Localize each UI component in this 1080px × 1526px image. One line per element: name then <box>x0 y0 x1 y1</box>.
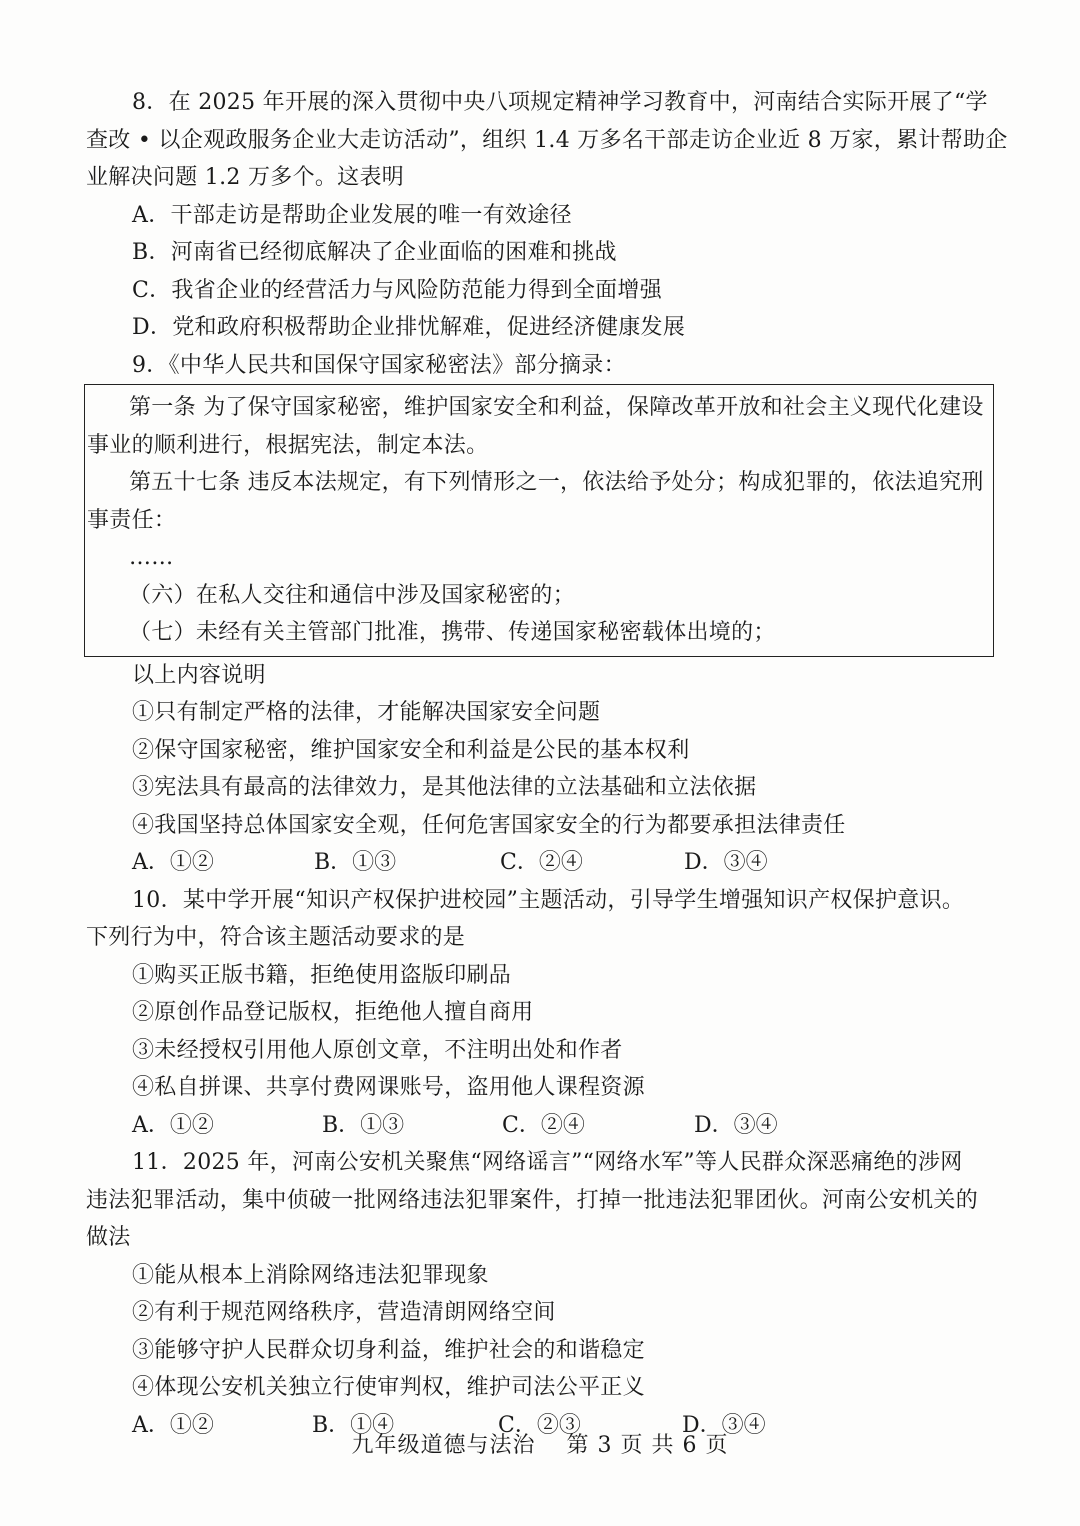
q11-choice-b: B．①④ <box>312 1412 395 1438</box>
question-8 <box>86 84 1008 347</box>
q9-lead: 以上内容说明 <box>132 662 266 688</box>
excerpt-line-3: 第五十七条 违反本法规定，有下列情形之一，依法给予处分；构成犯罪的，依法追究刑 <box>129 470 984 495</box>
q11-statement-3: ③能够守护人民群众切身利益，维护社会的和谐稳定 <box>132 1337 645 1363</box>
q9-stem: 9．《中华人民共和国保守国家秘密法》部分摘录： <box>132 352 626 378</box>
q10-choices <box>86 1107 998 1145</box>
q8-option-b: B．河南省已经彻底解决了企业面临的困难和挑战 <box>132 240 617 265</box>
excerpt-line-1: 第一条 为了保守国家秘密，维护国家安全和利益，保障改革开放和社会主义现代化建设 <box>129 395 984 420</box>
q8-stem-line-2: 查改 • 以企观政服务企业大走访活动”，组织 1.4 万多名干部走访企业近 8 万家，累计帮助企 <box>86 127 1008 153</box>
q9-statement-4: ④我国坚持总体国家安全观，任何危害国家安全的行为都要承担法律责任 <box>132 812 846 838</box>
q11-choice-a: A．①② <box>132 1412 214 1438</box>
question-9 <box>86 347 998 882</box>
q11-choice-d: D．③④ <box>682 1412 766 1438</box>
q9-choice-b: B．①③ <box>314 850 397 875</box>
q11-stem-line-3: 做法 <box>86 1225 131 1250</box>
q8-stem-line-3: 业解决问题 1.2 万多个。这表明 <box>86 165 405 190</box>
q10-choice-a: A．①② <box>132 1112 214 1138</box>
q8-stem-line-1: 8．在 2025 年开展的深入贯彻中央八项规定精神学习教育中，河南结合实际开展了“学 <box>132 90 988 115</box>
excerpt-line-4: 事责任： <box>87 507 177 533</box>
q10-statement-1: ①购买正版书籍，拒绝使用盗版印刷品 <box>132 962 512 988</box>
excerpt-line-2: 事业的顺利进行，根据宪法，制定本法。 <box>87 432 489 458</box>
q11-statement-4: ④体现公安机关独立行使审判权，维护司法公平正义 <box>132 1375 645 1400</box>
q10-statement-3: ③未经授权引用他人原创文章，不注明出处和作者 <box>132 1037 623 1063</box>
excerpt-ellipsis: …… <box>129 545 174 570</box>
q10-stem-line-1: 10．某中学开展“知识产权保护进校园”主题活动，引导学生增强知识产权保护意识。 <box>132 887 965 913</box>
q11-statement-2: ②有利于规范网络秩序，营造清朗网络空间 <box>132 1300 556 1325</box>
q9-choice-c: C．②④ <box>500 850 583 875</box>
q11-statement-1: ①能从根本上消除网络违法犯罪现象 <box>132 1262 489 1288</box>
law-excerpt-box <box>84 384 994 657</box>
q8-option-c: C．我省企业的经营活力与风险防范能力得到全面增强 <box>132 277 663 303</box>
q8-option-a: A．干部走访是帮助企业发展的唯一有效途径 <box>132 202 572 228</box>
excerpt-item-7: （七）未经有关主管部门批准，携带、传递国家秘密载体出境的； <box>129 620 776 645</box>
excerpt-item-6: （六）在私人交往和通信中涉及国家秘密的； <box>129 582 576 608</box>
q10-choice-b: B．①③ <box>322 1112 405 1138</box>
q10-statement-4: ④私自拼课、共享付费网课账号，盗用他人课程资源 <box>132 1075 645 1100</box>
q8-option-d: D．党和政府积极帮助企业排忧解难，促进经济健康发展 <box>132 315 686 340</box>
exam-page <box>86 84 1008 1444</box>
q10-choice-d: D．③④ <box>694 1112 778 1138</box>
q10-choice-c: C．②④ <box>502 1112 585 1138</box>
q9-choices <box>86 844 998 882</box>
q10-statement-2: ②原创作品登记版权，拒绝他人擅自商用 <box>132 1000 534 1025</box>
q9-choice-d: D．③④ <box>684 850 768 875</box>
q9-statement-2: ②保守国家秘密，维护国家安全和利益是公民的基本权利 <box>132 737 690 763</box>
question-11 <box>86 1144 998 1444</box>
q10-stem-line-2: 下列行为中，符合该主题活动要求的是 <box>86 925 466 950</box>
q9-choice-a: A．①② <box>132 850 214 875</box>
page-footer: 九年级道德与法治 第 3 页 共 6 页 <box>351 1433 729 1458</box>
q9-statement-1: ①只有制定严格的法律，才能解决国家安全问题 <box>132 700 601 725</box>
question-10 <box>86 882 998 1145</box>
q11-choice-c: C．②③ <box>498 1412 581 1438</box>
q9-statement-3: ③宪法具有最高的法律效力，是其他法律的立法基础和立法依据 <box>132 775 757 800</box>
q11-stem-line-1: 11．2025 年，河南公安机关聚焦“网络谣言”“网络水军”等人民群众深恶痛绝的涉网 <box>132 1150 963 1175</box>
q11-stem-line-2: 违法犯罪活动，集中侦破一批网络违法犯罪案件，打掉一批违法犯罪团伙。河南公安机关的 <box>86 1187 979 1213</box>
